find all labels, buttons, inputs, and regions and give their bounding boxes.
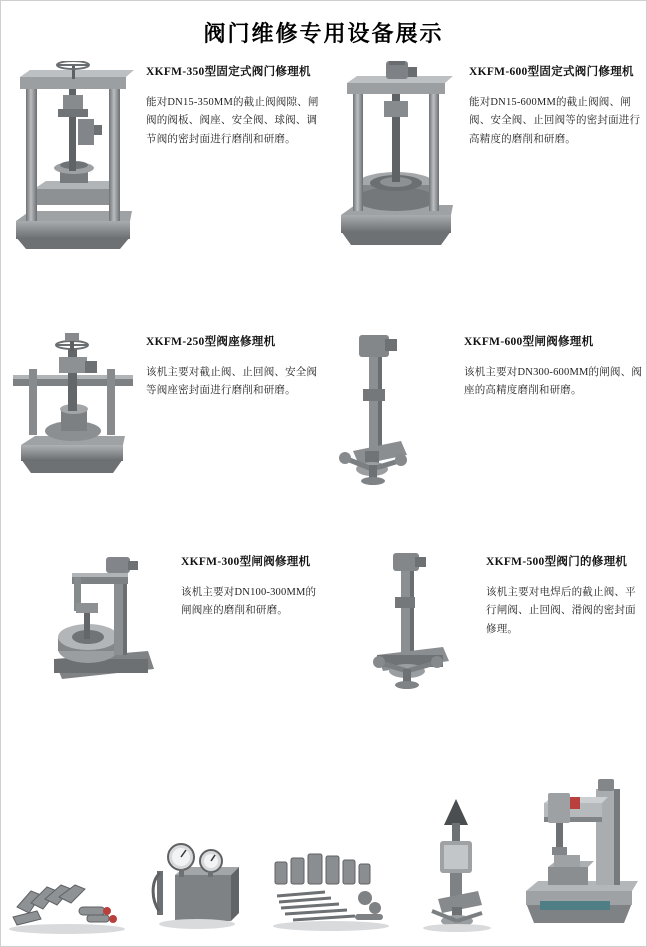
product-image-fixed-valve-repair-machine-600 xyxy=(328,58,463,258)
gallery-image-accessory-parts-photo xyxy=(7,855,127,940)
product-title: XKFM-350型固定式阀门修理机 xyxy=(146,66,311,78)
product-description: 该机主要对DN300-600MM的闸阀、阀座的高精度磨削和研磨。 xyxy=(464,366,643,397)
product-description: 该机主要对DN100-300MM的闸阀座的磨削和研磨。 xyxy=(181,586,317,617)
product-description: 该机主要对电焊后的截止阀、平行闸阀、止回阀、滑阀的密封面修理。 xyxy=(486,586,636,635)
product-card-xkfm-600-fixed xyxy=(324,58,647,288)
product-title: XKFM-300型闸阀修理机 xyxy=(181,556,311,568)
product-image-valve-repair-machine-500 xyxy=(350,548,480,698)
gallery-image-radial-drilling-machine-photo xyxy=(520,775,640,940)
product-row xyxy=(1,548,647,708)
product-card-xkfm-300 xyxy=(1,548,324,708)
product-title: XKFM-600型固定式阀门修理机 xyxy=(469,66,634,78)
product-row xyxy=(1,58,647,288)
product-text-xkfm-350 xyxy=(140,58,320,288)
product-title: XKFM-600型闸阀修理机 xyxy=(464,336,594,348)
product-card-xkfm-600-gate xyxy=(324,328,647,508)
product-text-xkfm-600-fixed xyxy=(463,58,643,288)
product-image-valve-seat-repair-machine-250 xyxy=(5,328,140,488)
gallery-image-pressure-test-pump-photo xyxy=(145,825,250,940)
product-text-xkfm-300 xyxy=(175,548,320,708)
product-text-xkfm-250 xyxy=(140,328,320,508)
bottom-gallery xyxy=(1,731,646,946)
product-card-xkfm-250 xyxy=(1,328,324,508)
product-text-xkfm-500 xyxy=(480,548,643,708)
product-image-gate-valve-repair-machine-600 xyxy=(328,328,458,488)
product-grid xyxy=(1,58,647,708)
product-title: XKFM-250型阀座修理机 xyxy=(146,336,276,348)
product-card-xkfm-350 xyxy=(1,58,324,288)
product-text-xkfm-600-gate xyxy=(458,328,643,508)
gallery-image-grinding-tool-set-photo xyxy=(269,840,394,940)
product-description: 该机主要对截止阀、止回阀、安全阀等阀座密封面进行磨削和研磨。 xyxy=(146,366,318,397)
gallery-image-portable-grinder-photo xyxy=(412,795,502,940)
product-description: 能对DN15-600MM的截止阀阀、闸阀、安全阀、止回阀等的密封面进行高精度的磨削和研磨。 xyxy=(469,96,641,145)
product-row xyxy=(1,328,647,508)
product-image-fixed-valve-repair-machine-350 xyxy=(5,58,140,258)
product-image-gate-valve-repair-machine-300 xyxy=(35,548,175,698)
product-card-xkfm-500 xyxy=(324,548,647,708)
product-description: 能对DN15-350MM的截止阀阀隙、闸阀的阀板、阀座、安全阀、球阀、调节阀的密封面进行磨削和研磨。 xyxy=(146,96,319,145)
page-title: 阀门维修专用设备展示 xyxy=(203,21,444,46)
product-title: XKFM-500型阀门的修理机 xyxy=(486,556,628,568)
